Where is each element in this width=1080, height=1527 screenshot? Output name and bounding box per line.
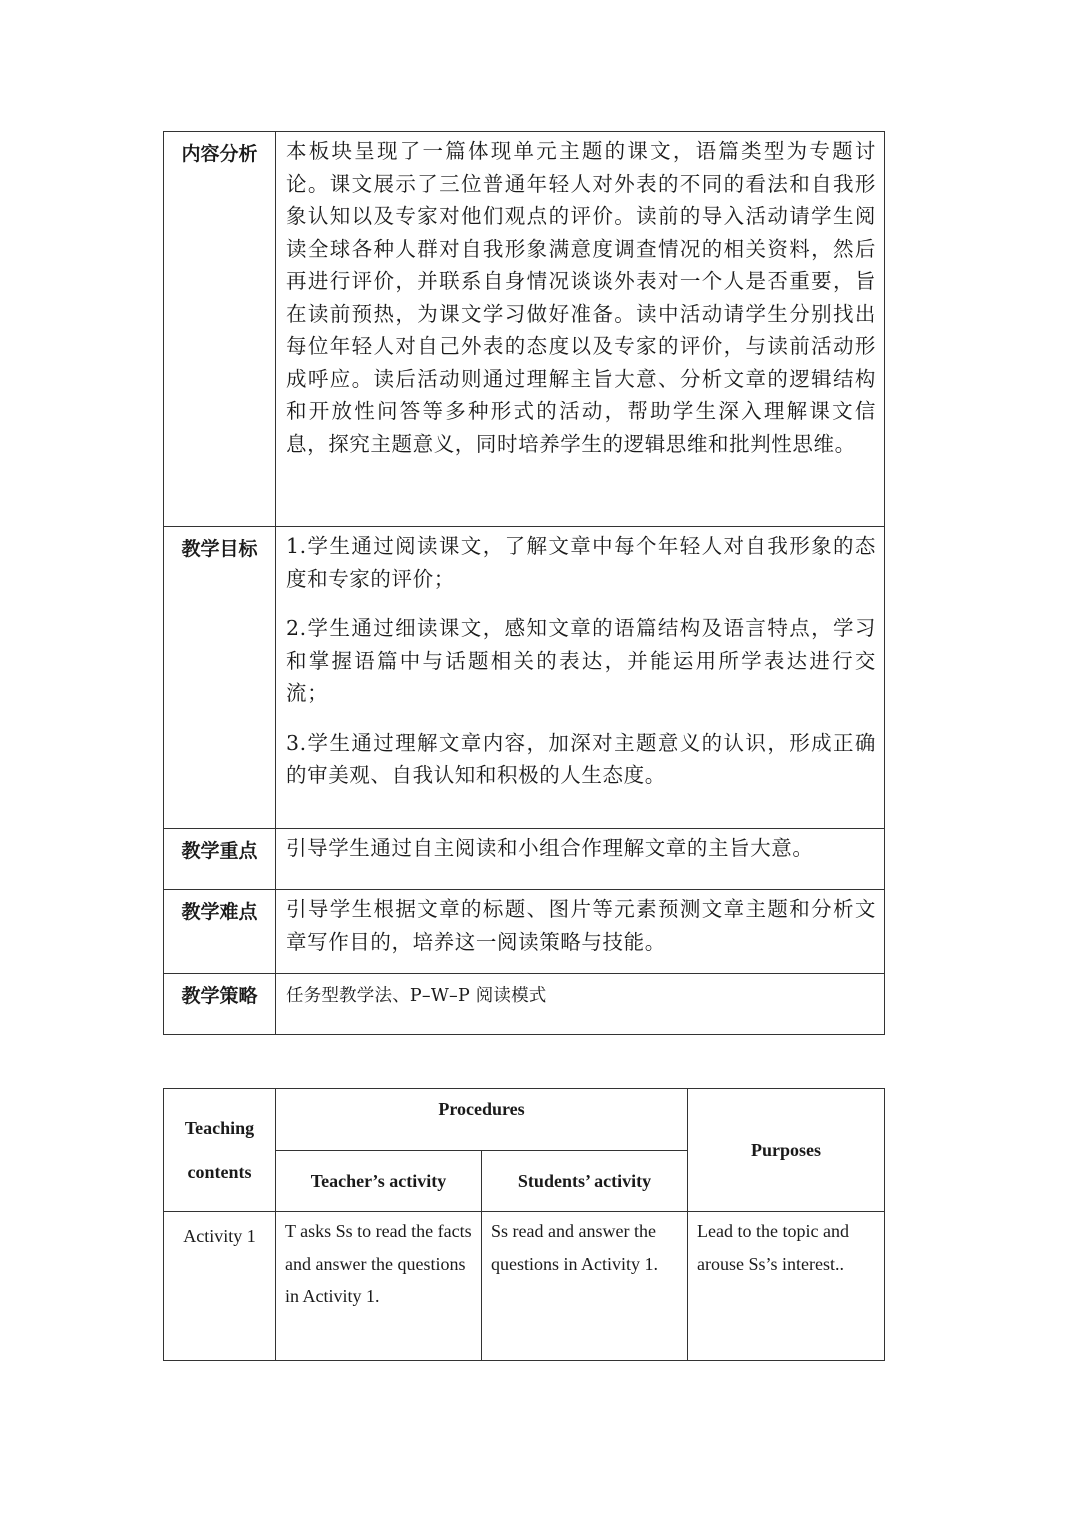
header-teaching-contents-line1: Teaching: [184, 1118, 255, 1138]
lesson-analysis-table: [163, 131, 885, 1035]
table-row: [164, 829, 885, 890]
header-row: [164, 1089, 885, 1151]
teaching-objectives-text: [276, 527, 885, 829]
students-activity-cell: Ss read and answer the questions in Activity 1.: [482, 1212, 688, 1361]
paragraph: 引导学生通过自主阅读和小组合作理解文章的主旨大意。: [286, 836, 814, 860]
objective-item: 2.学生通过细读课文，感知文章的语篇结构及语言特点，学习和掌握语篇中与话题相关的表达，并能运用所学表达进行交流；: [286, 616, 876, 705]
objective-item: 3.学生通过理解文章内容，加深对主题意义的认识，形成正确的审美观、自我认知和积极的人生态度。: [286, 730, 876, 787]
header-teaching-contents: [164, 1089, 276, 1212]
header-students-activity: Students’ activity: [482, 1151, 688, 1212]
table-row: [164, 132, 885, 527]
paragraph: 引导学生根据文章的标题、图片等元素预测文章主题和分析文章写作目的，培养这一阅读策略与技能。: [286, 897, 876, 954]
row-label-teaching-objectives: 教学目标: [164, 527, 276, 829]
procedures-table: [163, 1088, 885, 1361]
teaching-strategy-text: [276, 974, 885, 1035]
header-procedures: Procedures: [276, 1089, 688, 1151]
row-label-teaching-focus: 教学重点: [164, 829, 276, 890]
teaching-focus-text: [276, 829, 885, 890]
activity-name-cell: Activity 1: [164, 1212, 276, 1361]
table-row: [164, 890, 885, 974]
paragraph: 本板块呈现了一篇体现单元主题的课文，语篇类型为专题讨论。课文展示了三位普通年轻人对外表的不同的看法和自我形象认知以及专家对他们观点的评价。读前的导入活动请学生阅读全球各种人群对自我形象满意度调查情况的相关资料，然后再进行评价，并联系自身情况谈谈外表对一个人是否重要，旨在读前预热，为课文学习做好准备。读中活动请学生分别找出每位年轻人对自己外表的态度以及专家的评价，与读前活动形成呼应。读后活动则通过理解主旨大意、分析文章的逻辑结构和开放性问答等多种形式的活动，帮助学生深入理解课文信息，探究主题意义，同时培养学生的逻辑思维和批判性思维。: [286, 139, 876, 456]
row-label-teaching-difficulty: 教学难点: [164, 890, 276, 974]
objective-item: 1.学生通过阅读课文，了解文章中每个年轻人对自我形象的态度和专家的评价；: [286, 534, 876, 591]
content-analysis-text: [276, 132, 885, 527]
row-label-content-analysis: 内容分析: [164, 132, 276, 527]
table-row: [164, 1212, 885, 1361]
teaching-difficulty-text: [276, 890, 885, 974]
table-row: [164, 974, 885, 1035]
paragraph: 任务型教学法、P–W–P 阅读模式: [286, 986, 547, 1006]
table-row: [164, 527, 885, 829]
row-label-teaching-strategy: 教学策略: [164, 974, 276, 1035]
header-teaching-contents-line2: contents: [187, 1162, 252, 1182]
header-teacher-activity: Teacher’s activity: [276, 1151, 482, 1212]
header-purposes: Purposes: [688, 1089, 885, 1212]
teacher-activity-cell: T asks Ss to read the facts and answer the questions in Activity 1.: [276, 1212, 482, 1361]
purpose-cell: Lead to the topic and arouse Ss’s interest..: [688, 1212, 885, 1361]
